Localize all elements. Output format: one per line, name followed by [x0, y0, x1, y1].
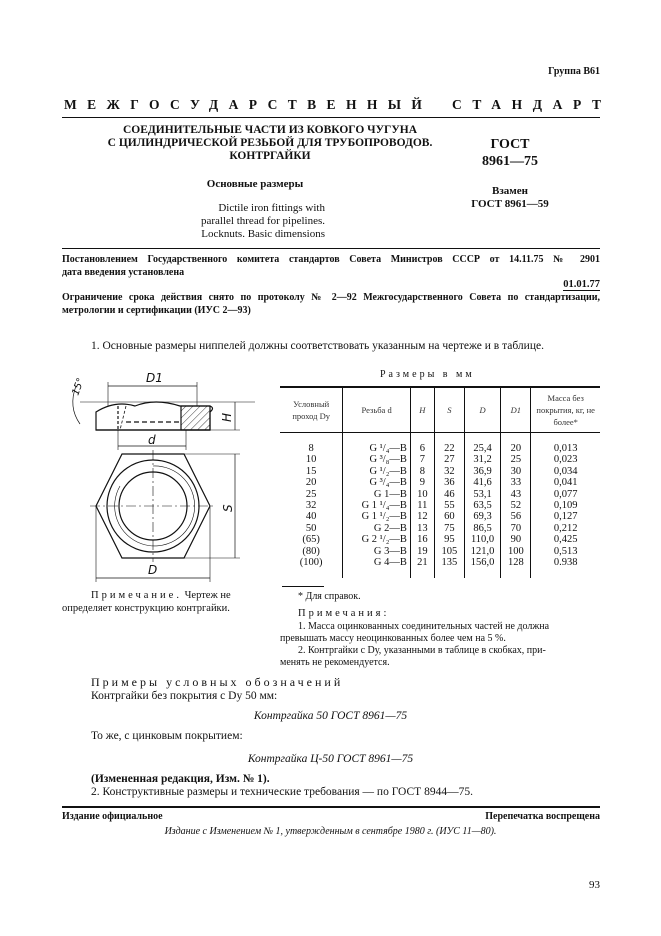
group-code: Группа В61 [548, 66, 600, 77]
divider [62, 117, 600, 118]
example-1: Контргайка 50 ГОСТ 8961—75 [253, 710, 408, 722]
cell-D: 41,6 [464, 477, 500, 488]
cell-thread: G ³/₈—B [343, 454, 411, 465]
table-row [280, 557, 600, 578]
cell-D1: 33 [501, 477, 531, 488]
cell-D: 156,0 [464, 557, 500, 578]
table-row [280, 466, 600, 477]
english-line: Locknuts. Basic dimensions [201, 228, 325, 240]
cell-H: 12 [410, 511, 434, 522]
cell-mass: 0,034 [531, 466, 600, 477]
footer-edition: Издание с Изменением № 1, утвержденным в сентябре 1980 г. (ИУС 11—80). [164, 826, 497, 837]
cell-H: 9 [410, 477, 434, 488]
table-row [280, 511, 600, 522]
col-D: D [464, 387, 500, 433]
cell-H: 16 [410, 534, 434, 545]
footer-official: Издание официальное [62, 811, 163, 822]
drawing-note [91, 590, 231, 601]
cell-D1: 100 [501, 546, 531, 557]
cell-mass: 0,212 [531, 523, 600, 534]
cell-S: 22 [434, 433, 464, 455]
dim-H-label: H [220, 412, 234, 422]
cell-nominal-bore: (100) [299, 557, 323, 569]
cell-thread: G 1—B [343, 489, 411, 500]
gost-label: ГОСТ [490, 137, 530, 152]
document-title [80, 124, 460, 163]
cell-S: 55 [434, 500, 464, 511]
cell-D1: 43 [501, 489, 531, 500]
col-mass: Масса без покрытия, кг, не более* [531, 387, 600, 433]
cell-H: 6 [410, 433, 434, 455]
footnote: * Для справок. [298, 591, 361, 602]
note-1: 1. Масса оцинкованных соединительных частей не должна [298, 621, 550, 632]
english-title [170, 202, 325, 241]
cell-mass: 0,109 [531, 500, 600, 511]
dim-D-label: D [148, 563, 158, 577]
cell-D: 25,4 [464, 433, 500, 455]
cell-H: 8 [410, 466, 434, 477]
cell-mass: 0,425 [531, 534, 600, 545]
table-header-row [280, 387, 600, 433]
example-2-label: То же, с цинковым покрытием: [91, 730, 243, 742]
cell-D1: 70 [501, 523, 531, 534]
angle-label: 15° [70, 376, 87, 398]
limitation-line: Ограничение срока действия снято по протоколу № 2—92 Межгосударственного Совета по стандартизации, [62, 292, 600, 303]
cell-mass: 0,127 [531, 511, 600, 522]
dim-d-label: d [148, 433, 156, 447]
amendment-note: (Измененная редакция, Изм. № 1). [91, 773, 270, 785]
replaces-block [450, 185, 570, 211]
footnote-rule [282, 586, 324, 587]
cell-nominal-bore: 32 [305, 500, 317, 512]
example-2: Контргайка Ц-50 ГОСТ 8961—75 [247, 753, 414, 765]
drawing-note-label: Примечание. [91, 590, 182, 601]
decree-line: дата введения установлена [62, 267, 185, 278]
cell-S: 27 [434, 454, 464, 465]
cell-S: 36 [434, 477, 464, 488]
replaces-label: Взамен [492, 185, 528, 197]
cell-mass: 0.938 [531, 557, 600, 578]
notes-title: Примечания: [298, 608, 390, 619]
col-thread: Резьба d [343, 387, 411, 433]
dim-D1-label: D1 [146, 371, 163, 385]
cell-mass: 0,077 [531, 489, 600, 500]
dim-S-label: S [221, 504, 235, 512]
cell-nominal-bore: (80) [302, 545, 320, 557]
cell-H: 7 [410, 454, 434, 465]
divider [62, 248, 600, 249]
english-line: Dictile iron fittings with [218, 202, 325, 214]
cell-mass: 0,513 [531, 546, 600, 557]
title-line: СОЕДИНИТЕЛЬНЫЕ ЧАСТИ ИЗ КОВКОГО ЧУГУНА [122, 124, 418, 136]
cell-H: 13 [410, 523, 434, 534]
cell-D1: 128 [501, 557, 531, 578]
cell-D: 53,1 [464, 489, 500, 500]
cell-nominal-bore: 25 [305, 488, 317, 500]
table-row [280, 454, 600, 465]
cell-S: 135 [434, 557, 464, 578]
table-row [280, 546, 600, 557]
col-H: H [410, 387, 434, 433]
examples-title: Примеры условных обозначений [91, 675, 344, 689]
table-row [280, 433, 600, 455]
cell-D1: 90 [501, 534, 531, 545]
table-row [280, 534, 600, 545]
cell-nominal-bore: (65) [302, 534, 320, 546]
decree-line: Постановлением Государственного комитета стандартов Совета Министров СССР от 14.11.75 № 2901 [62, 254, 600, 265]
banner-right: СТАНДАРТ [452, 97, 612, 112]
table-row [280, 477, 600, 488]
drawing-note-text: Чертеж не [184, 590, 231, 601]
cell-H: 21 [410, 557, 434, 578]
cell-D: 86,5 [464, 523, 500, 534]
cell-mass: 0,041 [531, 477, 600, 488]
note-2: 2. Контргайки с Dу, указанными в таблице в скобках, при- [298, 645, 546, 656]
cell-D1: 56 [501, 511, 531, 522]
cell-D: 110,0 [464, 534, 500, 545]
note-1-cont: превышать массу неоцинкованных более чем на 5 %. [280, 633, 506, 644]
col-nominal-bore: Условный проход Dу [280, 387, 343, 433]
example-1-label: Контргайки без покрытия с Dу 50 мм: [91, 690, 278, 702]
dimensions-table [280, 386, 600, 578]
cell-H: 11 [410, 500, 434, 511]
col-D1: D1 [501, 387, 531, 433]
cell-mass: 0,013 [531, 433, 600, 455]
drawing-note-text: определяет конструкцию контргайки. [62, 603, 230, 614]
footer-reprint: Перепечатка воспрещена [485, 811, 600, 822]
cell-nominal-bore: 20 [305, 477, 317, 489]
table-row [280, 523, 600, 534]
table-row [280, 489, 600, 500]
page-number: 93 [589, 879, 600, 891]
footer-rule [62, 806, 600, 808]
limitation-line: метрологии и сертификации (ИУС 2—93) [62, 305, 251, 316]
col-S: S [434, 387, 464, 433]
cell-S: 95 [434, 534, 464, 545]
cell-nominal-bore: 15 [305, 465, 317, 477]
cell-thread: G 1 ¹/₂—B [343, 511, 411, 522]
cell-thread: G 3—B [343, 546, 411, 557]
cell-thread: G ¹/₄—B [343, 433, 411, 455]
title-line: С ЦИЛИНДРИЧЕСКОЙ РЕЗЬБОЙ ДЛЯ ТРУБОПРОВОДОВ. [107, 137, 433, 149]
title-line: КОНТРГАЙКИ [229, 150, 311, 162]
cell-S: 60 [434, 511, 464, 522]
cell-nominal-bore: 40 [305, 511, 317, 523]
cell-D: 121,0 [464, 546, 500, 557]
gost-number [470, 136, 550, 170]
cell-D: 69,3 [464, 511, 500, 522]
cell-nominal-bore: 8 [308, 443, 314, 454]
subtitle: Основные размеры [206, 178, 304, 190]
cell-thread: G ¹/₂—B [343, 466, 411, 477]
table-caption: Размеры в мм [380, 369, 475, 380]
paragraph-1: 1. Основные размеры ниппелей должны соответствовать указанным на чертеже и в таблице. [91, 340, 544, 352]
cell-D1: 25 [501, 454, 531, 465]
cell-S: 75 [434, 523, 464, 534]
table-row [280, 500, 600, 511]
cell-S: 32 [434, 466, 464, 477]
cell-thread: G ³/₄—B [343, 477, 411, 488]
replaces-standard: ГОСТ 8961—59 [471, 198, 549, 210]
cell-thread: G 2 ¹/₂—B [343, 534, 411, 545]
cell-D1: 20 [501, 433, 531, 455]
banner-left: МЕЖГОСУДАРСТВЕННЫЙ [64, 97, 433, 112]
cell-mass: 0,023 [531, 454, 600, 465]
cell-nominal-bore: 50 [305, 522, 317, 534]
cell-D: 63,5 [464, 500, 500, 511]
cell-S: 105 [434, 546, 464, 557]
introduction-date: 01.01.77 [563, 279, 600, 290]
gost-code: 8961—75 [482, 154, 538, 169]
cell-thread: G 2—B [343, 523, 411, 534]
cell-nominal-bore: 10 [305, 454, 317, 466]
cell-thread: G 1 ¹/₄—B [343, 500, 411, 511]
cell-thread: G 4—B [343, 557, 411, 578]
english-line: parallel thread for pipelines. [200, 215, 325, 227]
cell-H: 10 [410, 489, 434, 500]
cell-S: 46 [434, 489, 464, 500]
cell-D1: 52 [501, 500, 531, 511]
section-hatch [181, 406, 210, 430]
cell-H: 19 [410, 546, 434, 557]
paragraph-2: 2. Конструктивные размеры и технические требования — по ГОСТ 8944—75. [91, 786, 473, 798]
cell-D: 31,2 [464, 454, 500, 465]
note-2-cont: менять не рекомендуется. [280, 657, 390, 668]
locknut-drawing [60, 362, 260, 592]
cell-D: 36,9 [464, 466, 500, 477]
cell-D1: 30 [501, 466, 531, 477]
